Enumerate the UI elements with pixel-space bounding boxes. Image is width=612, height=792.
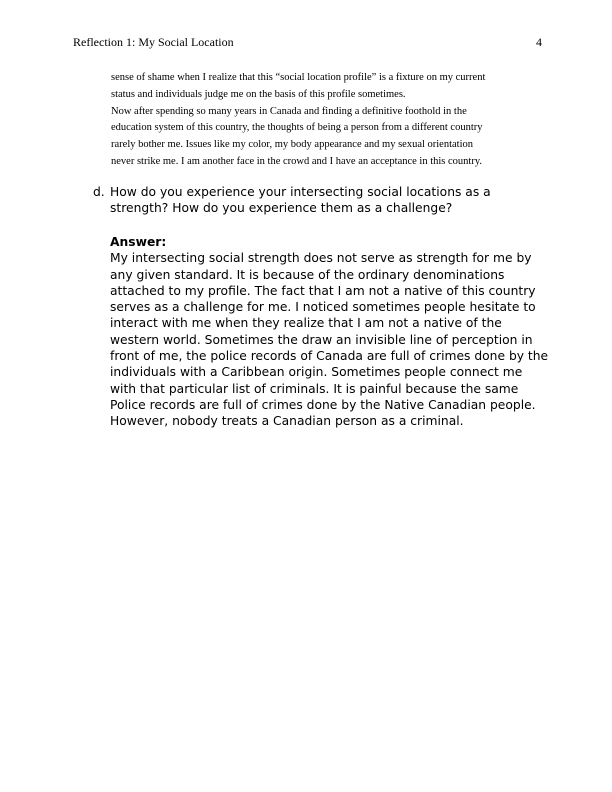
paragraph-line: education system of this country, the thoughts of being a person from a different country <box>111 122 483 134</box>
paragraph-line: Now after spending so many years in Canada and finding a definitive foothold in the <box>111 105 467 117</box>
answer-line: front of me, the police records of Canada are full of crimes done by the <box>110 349 549 364</box>
answer-block <box>110 234 555 430</box>
answer-line: serves as a challenge for me. I noticed sometimes people hesitate to <box>110 300 536 315</box>
header-title: Reflection 1: My Social Location <box>73 35 234 49</box>
answer-line: However, nobody treats a Canadian person as a criminal. <box>110 414 464 429</box>
question-d <box>93 184 553 217</box>
answer-line: attached to my profile. The fact that I am not a native of this country <box>110 283 536 298</box>
answer-line: any given standard. It is because of the ordinary denominations <box>110 267 505 282</box>
question-line: How do you experience your intersecting social locations as a <box>110 185 491 199</box>
question-line: strength? How do you experience them as a challenge? <box>110 201 453 216</box>
page-number: 4 <box>536 35 542 49</box>
answer-line: interact with me when they realize that I am not a native of the <box>110 316 502 331</box>
continuation-paragraph <box>111 70 551 171</box>
question-text <box>110 184 553 217</box>
paragraph-line: rarely bother me. Issues like my color, my body appearance and my sexual orientation <box>111 139 474 151</box>
answer-line: western world. Sometimes the draw an invisible line of perception in <box>110 332 533 347</box>
question-label: d. <box>93 185 105 199</box>
answer-line: individuals with a Caribbean origin. Sometimes people connect me <box>110 365 523 380</box>
answer-heading: Answer: <box>110 235 167 249</box>
paragraph-line: never strike me. I am another face in the crowd and I have an acceptance in this country. <box>111 155 483 167</box>
answer-line: with that particular list of criminals. It is painful because the same <box>110 381 519 396</box>
answer-line: My intersecting social strength does not serve as strength for me by <box>110 251 532 266</box>
answer-line: Police records are full of crimes done by the Native Canadian people. <box>110 397 536 412</box>
paragraph-line: sense of shame when I realize that this “social location profile” is a fixture on my current <box>111 72 486 83</box>
paragraph-line: status and individuals judge me on the basis of this profile sometimes. <box>111 88 406 100</box>
